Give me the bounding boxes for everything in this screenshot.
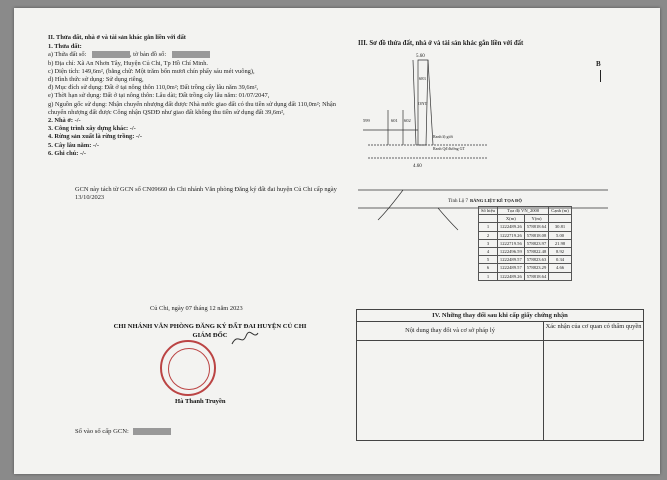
table-cell: 5 [479,256,498,264]
table-row [479,256,572,264]
term: e) Thời hạn sử dụng: Đất ở tại nông thôn: Lâu dài; Đất trồng cây lâu năm: 01/07/2047, [48,92,270,100]
signature [230,330,260,348]
map-label-ont: ONT [418,101,428,106]
table-cell: 578818.64 [524,272,549,280]
changes-header [357,322,643,341]
table-cell: 1222489.26 [497,223,524,231]
redaction [133,428,171,435]
table-row [479,264,572,272]
road-curve [438,208,458,230]
map-label-683: 683 [419,76,426,81]
plot-number [48,51,338,59]
table-cell [549,272,571,280]
map-label-width: 4.60 [413,164,422,169]
coord-header: Cạnh (m) [549,207,571,215]
table-cell: 1222489.57 [497,264,524,272]
org-line-1: CHI NHÁNH VĂN PHÒNG ĐĂNG KÝ ĐẤT ĐAI HUYỆN CỦ CHI [113,323,307,330]
table-cell: 2 [479,231,498,239]
origin: g) Nguồn gốc sử dụng: Nhận chuyển nhượng đất được Nhà nước giao đất có thu tiền sử dụng đất 110,0m²; Nhận chuyển nhượng đất được Công nhận QSDĐ như giao đất không thu tiền sử dụng đất 39,6m², [48,100,336,116]
table-row [479,272,572,280]
table-cell: 1222719.26 [497,231,524,239]
section-4-title: IV. Những thay đổi sau khi cấp giấy chứng nhận [357,310,643,322]
purpose: đ) Mục đích sử dụng: Đất ở tại nông thôn 110,0m²; Đất trồng cây lâu năm 39,6m², [48,84,259,92]
changes-table [356,309,644,441]
map-label-602: 602 [404,118,411,123]
table-cell: 1222496.59 [497,247,524,255]
use-form: d) Hình thức sử dụng: Sử dụng riêng, [48,76,144,84]
sign-date: Củ Chi, ngày 07 tháng 12 năm 2023 [150,305,243,312]
issuing-organization [60,322,360,340]
address: b) Địa chỉ: Xã An Nhơn Tây, Huyện Củ Chi, Tp Hồ Chí Minh. [48,59,208,67]
neighbor-line [413,60,416,145]
registry-number [75,428,171,435]
signer-name: Hà Thanh Truyền [175,398,226,405]
table-cell: 578822.48 [524,247,549,255]
table-cell: 578818.64 [524,223,549,231]
table-row [479,231,572,239]
forest: 4. Rừng sản xuất là rừng trồng: -/- [48,133,142,141]
table-cell: 1222719.56 [497,239,524,247]
notes: 6. Ghi chú: -/- [48,149,86,157]
map-label-road-info: Ranh lộ giới [433,134,453,139]
table-cell: 578823.29 [524,264,549,272]
table-row [479,247,572,255]
redaction [172,51,210,58]
coord-subheader: Y(m) [524,215,549,223]
construction: 3. Công trình xây dựng khác: -/- [48,125,136,133]
gcn-note: GCN này tách từ GCN số CN09660 do Chi nhánh Văn phòng Đăng ký đất đai huyện Củ Chi cấp ngày 13/10/2023 [75,186,337,202]
changes-body [357,341,643,441]
table-cell: 578818.08 [524,231,549,239]
official-seal [160,340,216,396]
table-row [479,223,572,231]
coord-header: Tọa độ VN_2000 [497,207,548,215]
section-2-title: II. Thửa đất, nhà ở và tài sản khác gắn liền với đất [48,34,186,41]
seal-inner-ring [168,348,210,390]
land-heading: 1. Thửa đất: [48,43,82,51]
map-label-road: Tỉnh Lộ 7 [448,199,468,204]
table-cell: 0.34 [549,256,571,264]
map-label-road-name: Ranh Qđ đường GT [433,146,465,151]
table-cell: 6 [479,264,498,272]
perennial: 5. Cây lâu năm: -/- [48,141,99,149]
section-3-title: III. Sơ đồ thửa đất, nhà ở và tài sản khác gắn liền với đất [358,40,524,47]
table-cell: 578823.97 [524,239,549,247]
coord-table [478,206,572,281]
table-cell: 4 [479,247,498,255]
neighbor-line [428,60,433,145]
road-curve [378,190,403,220]
plot-label: a) Thửa đất số: [48,51,88,59]
coord-subheader [479,215,498,223]
changes-col-content: Nội dung thay đổi và cơ sở pháp lý [357,322,544,340]
table-cell: 30.81 [549,223,571,231]
table-cell: 578823.63 [524,256,549,264]
area: c) Diện tích: 149,6m², (bằng chữ: Một trăm bốn mươi chín phẩy sáu mét vuông), [48,67,255,75]
table-cell: 21.98 [549,239,571,247]
table-cell: 4.66 [549,264,571,272]
table-cell: 1222489.57 [497,256,524,264]
map-label-top: 5.60 [416,54,425,59]
coord-header: Số hiệu [479,207,498,215]
registry-label: Số vào sổ cấp GCN: [75,428,129,436]
changes-col-confirm: Xác nhận của cơ quan có thẩm quyền [545,323,642,330]
coord-subheader: X(m) [497,215,524,223]
house: 2. Nhà ở: -/- [48,117,81,125]
coord-subheader [549,215,571,223]
table-cell: 1 [479,272,498,280]
north-label: B [596,60,601,68]
table-cell: 8.92 [549,247,571,255]
changes-body-left [357,341,544,441]
map-sheet-label: , tờ bản đồ số: [129,51,168,59]
table-cell: 5.00 [549,231,571,239]
land-info-section [48,34,338,158]
map-label-601: 601 [391,118,398,123]
table-row [479,215,572,223]
map-label-599: 599 [363,118,370,123]
table-row [479,207,572,215]
table-row [479,239,572,247]
redaction [92,51,130,58]
coord-table-title: BẢNG LIỆT KÊ TỌA ĐỘ [470,198,522,203]
table-cell: 1 [479,223,498,231]
org-line-2: GIÁM ĐỐC [192,332,228,339]
table-cell: 3 [479,239,498,247]
table-cell: 1222489.26 [497,272,524,280]
